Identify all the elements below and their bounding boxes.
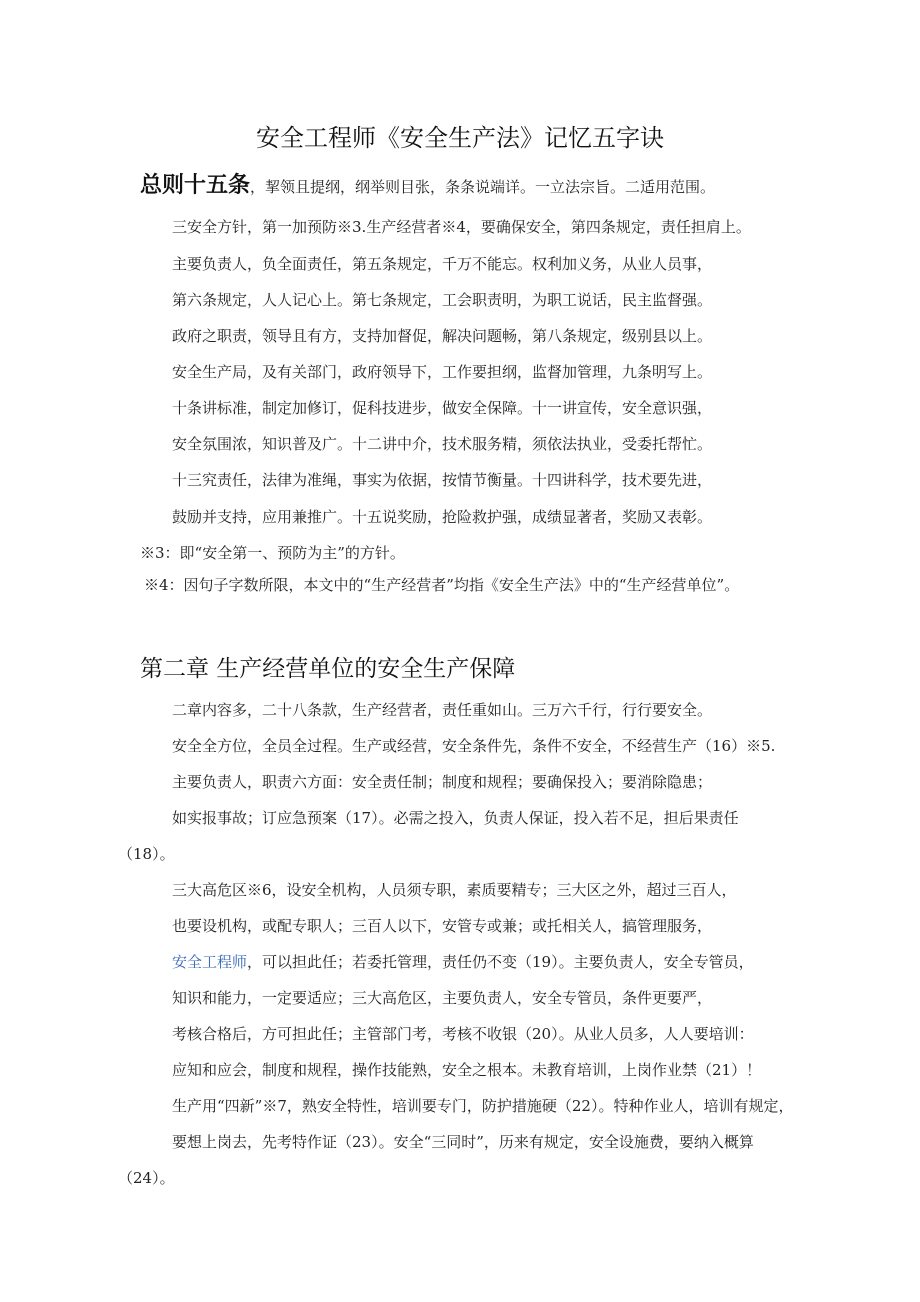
chapter2-line: 二章内容多，二十八条款，生产经营者，责任重如山。三万六千行，行行要安全。 bbox=[172, 701, 713, 719]
chapter2-line: 如实报事故；订应急预案（17）。必需之投入，负责人保证，投入若不足，担后果责任 bbox=[172, 809, 739, 827]
chapter2-line: 也要设机构，或配专职人；三百人以下，安管专或兼；或托相关人，搞管理服务， bbox=[172, 917, 713, 935]
section1-line: 主要负责人，负全面责任，第五条规定，千万不能忘。权利加义务，从业人员事， bbox=[172, 255, 713, 273]
chapter2-line: 生产用“四新”※7，熟安全特性，培训要专门，防护措施硬（22）。特种作业人，培训有规定， bbox=[172, 1097, 794, 1115]
chapter2-line: 三大高危区※6，设安全机构，人员须专职，素质要精专；三大区之外，超过三百人， bbox=[172, 881, 737, 899]
chapter2-line: 考核合格后，方可担此任；主管部门考，考核不收银（20）。从业人员多，人人要培训： bbox=[172, 1025, 754, 1043]
chapter2-heading: 第二章 生产经营单位的安全生产保障 bbox=[140, 656, 516, 682]
section1-intro bbox=[140, 168, 715, 199]
chapter2-line-continued: （18）。 bbox=[118, 845, 175, 863]
chapter2-line-continued: （24）。 bbox=[118, 1169, 175, 1187]
section1-line: 鼓励并支持，应用兼推广。十五说奖励，抢险救护强，成绩显著者，奖励又表彰。 bbox=[172, 508, 713, 526]
chapter2-line: 应知和应会，制度和规程，操作技能熟，安全之根本。未教育培训，上岗作业禁（21）！ bbox=[172, 1061, 762, 1079]
section1-line: 安全生产局，及有关部门，政府领导下，工作要担纲，监督加管理，九条明写上。 bbox=[172, 363, 713, 381]
chapter2-line: 主要负责人，职责六方面：安全责任制；制度和规程；要确保投入；要消除隐患； bbox=[172, 773, 713, 791]
section1-intro-text: ，挈领且提纲，纲举则目张，条条说端详。一立法宗旨。二适用范围。 bbox=[250, 178, 716, 196]
section1-line: 三安全方针，第一加预防※3.生产经营者※4，要确保安全，第四条规定，责任担肩上。 bbox=[172, 218, 751, 236]
chapter2-line bbox=[172, 951, 754, 972]
chapter2-line: 安全全方位，全员全过程。生产或经营，安全条件先，条件不安全，不经营生产（16）※5. bbox=[172, 737, 776, 755]
section1-line: 十条讲标准，制定加修订，促科技进步，做安全保障。十一讲宣传，安全意识强， bbox=[172, 399, 713, 417]
section1-line: 安全氛围浓，知识普及广。十二讲中介，技术服务精，须依法执业，受委托帮忙。 bbox=[172, 435, 713, 453]
section1-line: 第六条规定，人人记心上。第七条规定，工会职责明，为职工说话，民主监督强。 bbox=[172, 291, 713, 309]
chapter2-line: 要想上岗去，先考特作证（23）。安全“三同时”，历来有规定，安全设施费，要纳入概算 bbox=[172, 1133, 754, 1151]
section1-heading: 总则十五条 bbox=[140, 173, 251, 198]
footnote-4: ※4：因句子字数所限，本文中的“生产经营者”均指《安全生产法》中的“生产经营单位”。 bbox=[144, 576, 740, 594]
page-title: 安全工程师《安全生产法》记忆五字诀 bbox=[256, 124, 664, 152]
safety-engineer-link[interactable]: 安全工程师 bbox=[172, 953, 248, 971]
chapter2-line: 知识和能力，一定要适应；三大高危区，主要负责人，安全专管员，条件更要严， bbox=[172, 989, 713, 1007]
section1-line: 十三究责任，法律为准绳，事实为依据，按情节衡量。十四讲科学，技术要先进， bbox=[172, 471, 713, 489]
footnote-3: ※3：即“安全第一、预防为主”的方针。 bbox=[140, 544, 405, 562]
section1-line: 政府之职责，领导且有方，支持加督促，解决问题畅，第八条规定，级别县以上。 bbox=[172, 327, 713, 345]
chapter2-line-text: ，可以担此任；若委托管理，责任仍不变（19）。主要负责人，安全专管员， bbox=[247, 953, 754, 971]
